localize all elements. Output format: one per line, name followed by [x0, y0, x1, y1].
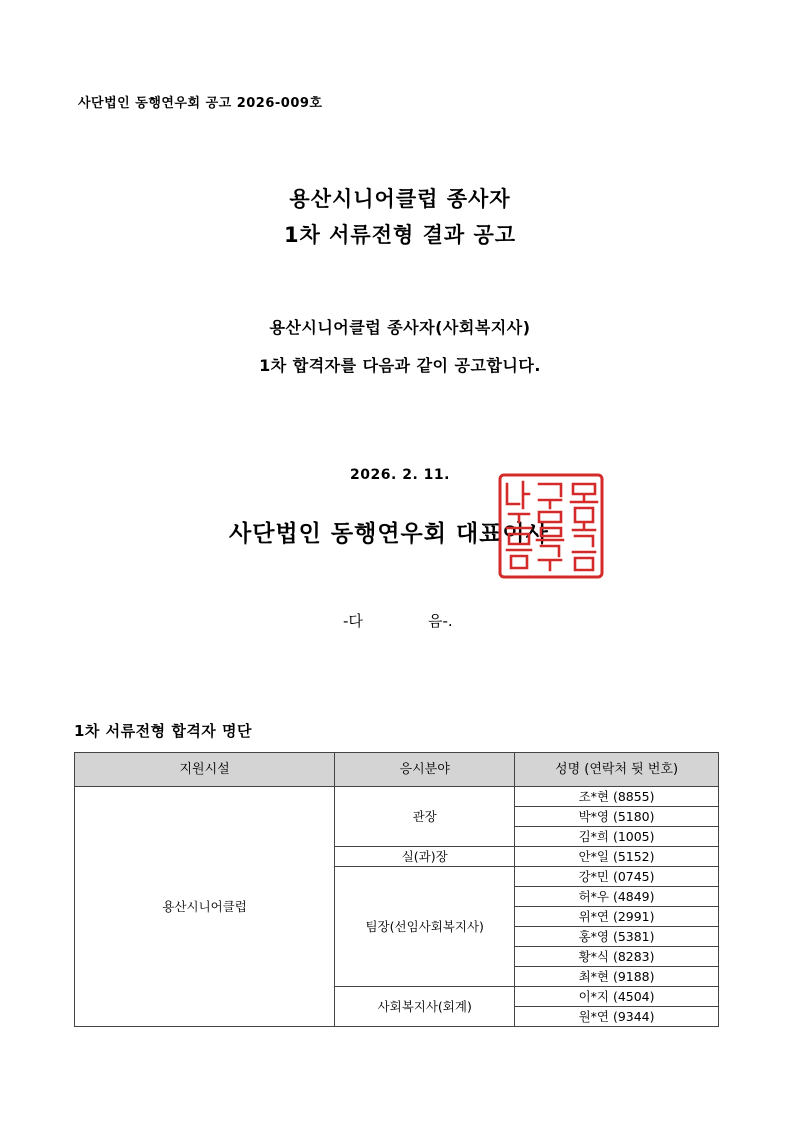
official-seal [497, 472, 605, 580]
intro-line1: 용산시니어클럽 종사자(사회복지사) [269, 318, 531, 337]
dagum-right: 음-. [428, 612, 453, 630]
name-cell: 조*현 (8855) [515, 787, 719, 807]
field-cell-team-leader: 팀장(선임사회복지사) [335, 867, 515, 987]
dagum-left: -다 [343, 612, 363, 630]
name-cell: 최*현 (9188) [515, 967, 719, 987]
list-title: 1차 서류전형 합격자 명단 [74, 722, 253, 740]
document-title-line2: 1차 서류전형 결과 공고 [283, 223, 517, 247]
notice-number: 사단법인 동행연우회 공고 2026-009호 [78, 96, 323, 111]
name-cell: 원*연 (9344) [515, 1007, 719, 1027]
name-cell: 위*연 (2991) [515, 907, 719, 927]
name-cell: 김*희 (1005) [515, 827, 719, 847]
header-name: 성명 (연락처 뒷 번호) [515, 753, 719, 787]
field-cell-director: 관장 [335, 787, 515, 847]
name-cell: 허*우 (4849) [515, 887, 719, 907]
field-cell-social-worker: 사회복지사(회계) [335, 987, 515, 1027]
organization-name: 사단법인 동행연우회 대표이사 [229, 521, 549, 547]
document-title-line1: 용산시니어클럽 종사자 [289, 187, 511, 211]
table-header-row [75, 753, 719, 787]
announcement-date: 2026. 2. 11. [350, 467, 450, 483]
header-field: 응시분야 [335, 753, 515, 787]
intro-line2: 1차 합격자를 다음과 같이 공고합니다. [259, 356, 541, 375]
table-row [75, 787, 719, 807]
name-cell: 홍*영 (5381) [515, 927, 719, 947]
name-cell: 안*일 (5152) [515, 847, 719, 867]
field-cell-manager: 실(과)장 [335, 847, 515, 867]
header-facility: 지원시설 [75, 753, 335, 787]
name-cell: 박*영 (5180) [515, 807, 719, 827]
applicant-table [74, 752, 719, 1027]
name-cell: 강*민 (0745) [515, 867, 719, 887]
name-cell: 이*지 (4504) [515, 987, 719, 1007]
name-cell: 황*식 (8283) [515, 947, 719, 967]
facility-cell: 용산시니어클럽 [75, 787, 335, 1027]
